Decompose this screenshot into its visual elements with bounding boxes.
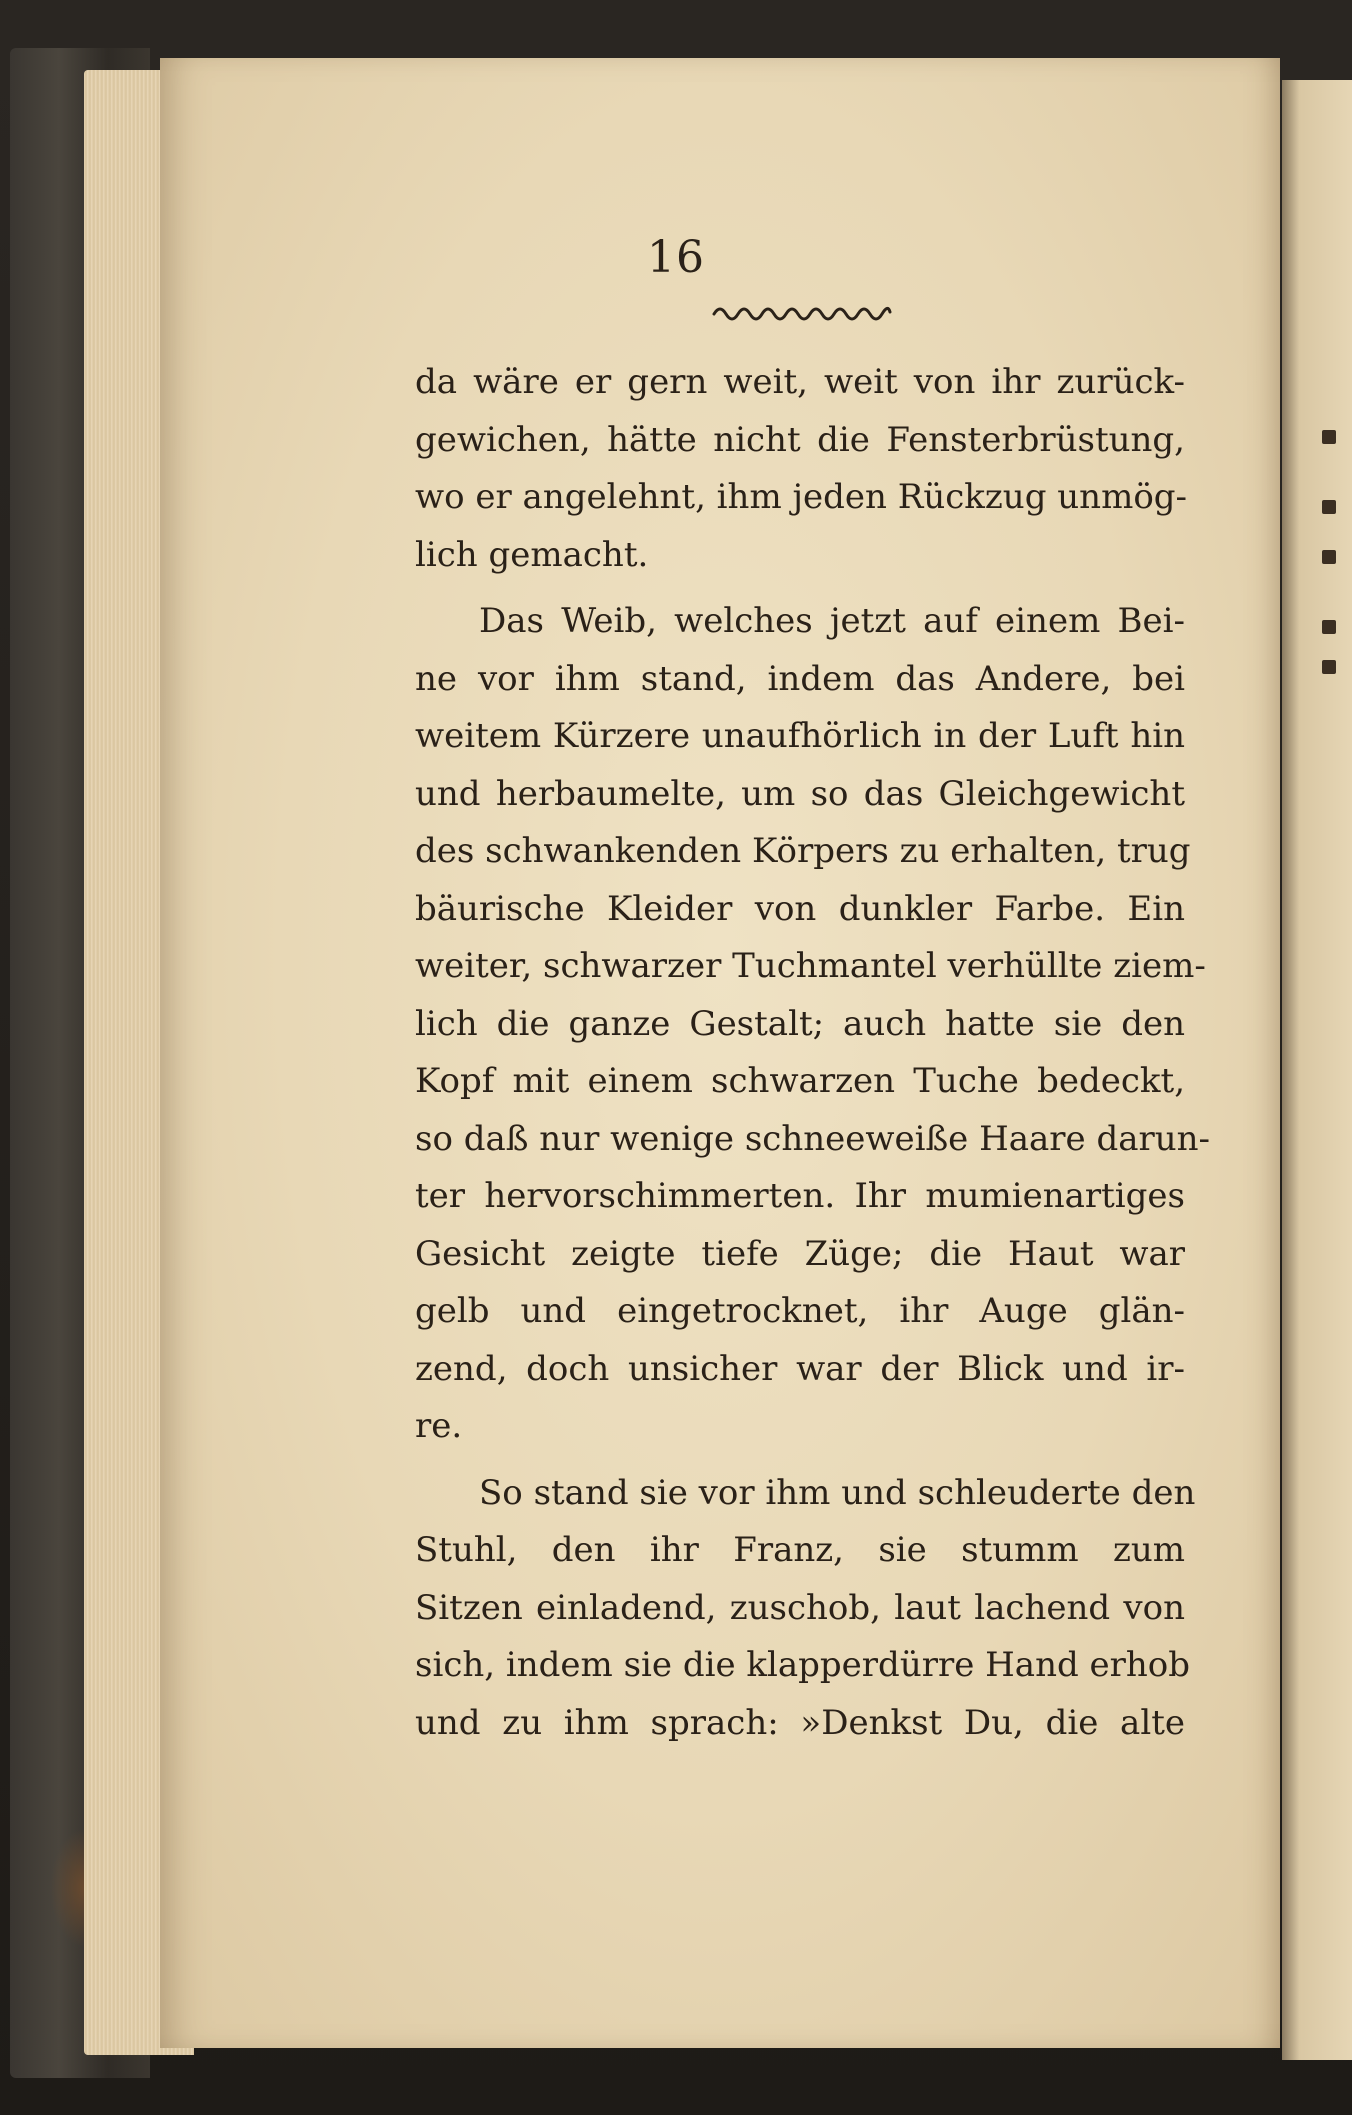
text-line: lich gemacht. [415,534,649,575]
body-text [415,354,1211,1752]
text-line: und zu ihm sprach: »Denkst Du, die alte [415,1702,1185,1743]
text-line: ne vor ihm stand, indem das Andere, bei [415,658,1185,699]
text-line: weiter, schwarzer Tuchmantel verhüllte ziem- [415,946,1206,986]
text-line: re. [415,1406,463,1446]
text-line: Sitzen einladend, zuschob, laut lachend von [415,1587,1185,1628]
text-line: wo er angelehnt, ihm jeden Rückzug unmög- [415,477,1188,517]
facing-page-edge [1282,80,1352,2060]
text-line: gewichen, hätte nicht die Fensterbrüstung, [415,419,1185,460]
facing-page-glyph [1322,500,1336,514]
facing-page-glyph [1322,620,1336,634]
text-line: So stand sie vor ihm und schleuderte den [479,1472,1196,1513]
text-line: zend, doch unsicher war der Blick und ir- [415,1348,1185,1389]
facing-page-glyph [1322,660,1336,674]
text-line: Stuhl, den ihr Franz, sie stumm zum [415,1530,1185,1570]
text-line: Kopf mit einem schwarzen Tuche bedeckt, [415,1061,1185,1101]
page-number: 16 [647,232,705,283]
text-line: Das Weib, welches jetzt auf einem Bei- [479,601,1185,641]
text-line: da wäre er gern weit, weit von ihr zurück- [415,362,1185,402]
text-line: des schwankenden Körpers zu erhalten, trug [415,831,1191,871]
facing-page-glyph [1322,430,1336,444]
facing-page-glyph [1322,550,1336,564]
text-line: und herbaumelte, um so das Gleichgewicht [415,773,1185,814]
text-line: bäurische Kleider von dunkler Farbe. Ein [415,888,1185,929]
text-line: so daß nur wenige schneeweiße Haare darun- [415,1118,1211,1159]
text-line: gelb und eingetrocknet, ihr Auge glän- [415,1291,1185,1331]
text-line: lich die ganze Gestalt; auch hatte sie den [415,1003,1185,1044]
text-line: ter hervorschimmerten. Ihr mumienartiges [415,1176,1185,1216]
wave-rule-ornament [712,300,892,324]
text-line: Gesicht zeigte tiefe Züge; die Haut war [415,1233,1185,1274]
text-line: sich, indem sie die klapperdürre Hand erhob [415,1645,1191,1685]
text-line: weitem Kürzere unaufhörlich in der Luft hin [415,716,1185,756]
